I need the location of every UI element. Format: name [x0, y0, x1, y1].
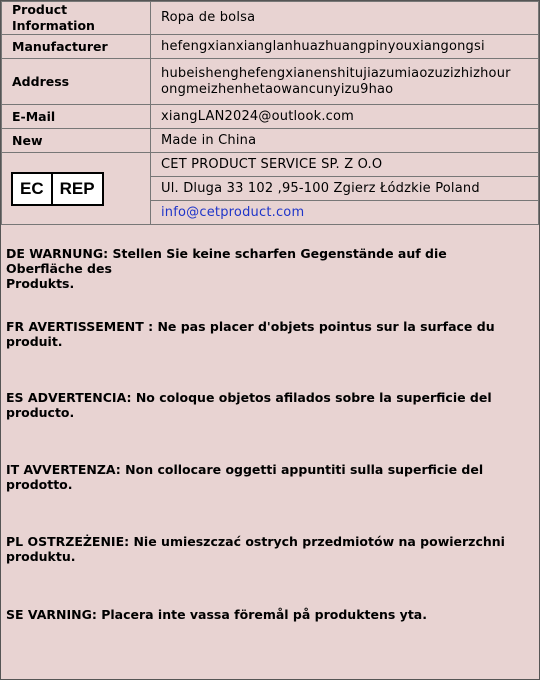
- email-label: E-Mail: [2, 105, 151, 129]
- warning-se-line-1: SE VARNING: Placera inte vassa föremål på produktens yta.: [6, 607, 427, 622]
- new-value: Made in China: [151, 129, 539, 153]
- ec-rep-company: CET PRODUCT SERVICE SP. Z O.O: [151, 153, 539, 177]
- ec-rep-email-link[interactable]: info@cetproduct.com: [151, 201, 539, 225]
- warning-fr: [6, 319, 516, 349]
- row-manufacturer: [2, 35, 539, 59]
- product-info-table: [1, 1, 539, 225]
- product-information-label: Product Information: [2, 2, 151, 35]
- row-email: [2, 105, 539, 129]
- warning-de: [6, 246, 516, 291]
- warning-pl-line-1: PL OSTRZEŻENIE: Nie umieszczać ostrych przedmiotów na powierzchni: [6, 534, 505, 549]
- warning-pl-line-2: produktu.: [6, 549, 76, 564]
- email-value: xiangLAN2024@outlook.com: [151, 105, 539, 129]
- row-product-information: [2, 2, 539, 35]
- warning-es-line-2: producto.: [6, 405, 75, 420]
- ec-rep-address: Ul. Dluga 33 102 ,95-100 Zgierz Łódzkie Poland: [151, 177, 539, 201]
- manufacturer-value: hefengxianxianglanhuazhuangpinyouxiangongsi: [151, 35, 539, 59]
- warning-es-line-1: ES ADVERTENCIA: No coloque objetos afilados sobre la superficie del: [6, 390, 492, 405]
- warning-de-line-1: DE WARNUNG: Stellen Sie keine scharfen Gegenstände auf die Oberfläche des: [6, 246, 447, 276]
- warning-fr-line-1: FR AVERTISSEMENT : Ne pas placer d'objets pointus sur la surface du produit.: [6, 319, 495, 349]
- row-address: [2, 59, 539, 105]
- ec-rep-ec-text: EC: [20, 178, 44, 198]
- row-new: [2, 129, 539, 153]
- product-information-value: Ropa de bolsa: [151, 2, 539, 35]
- row-ec-rep-company: [2, 153, 539, 177]
- ec-rep-rep-text: REP: [59, 178, 95, 198]
- warning-pl: [6, 534, 516, 564]
- address-line-2: ongmeizhenhetaowancunyizu9hao: [161, 81, 394, 97]
- warning-it-line-1: IT AVVERTENZA: Non collocare oggetti appuntiti sulla superficie del prodotto.: [6, 462, 484, 492]
- warning-se: [6, 607, 516, 622]
- address-label: Address: [2, 59, 151, 105]
- warning-de-line-2: Produkts.: [6, 276, 75, 291]
- new-label: New: [2, 129, 151, 153]
- warning-es: [6, 390, 516, 420]
- warning-it: [6, 462, 516, 492]
- address-value: [151, 59, 539, 105]
- ec-rep-cell: [2, 153, 151, 225]
- ec-rep-badge: [11, 172, 104, 206]
- manufacturer-label: Manufacturer: [2, 35, 151, 59]
- address-line-1: hubeishenghefengxianenshitujiazumiaozuzizhizhour: [161, 65, 511, 81]
